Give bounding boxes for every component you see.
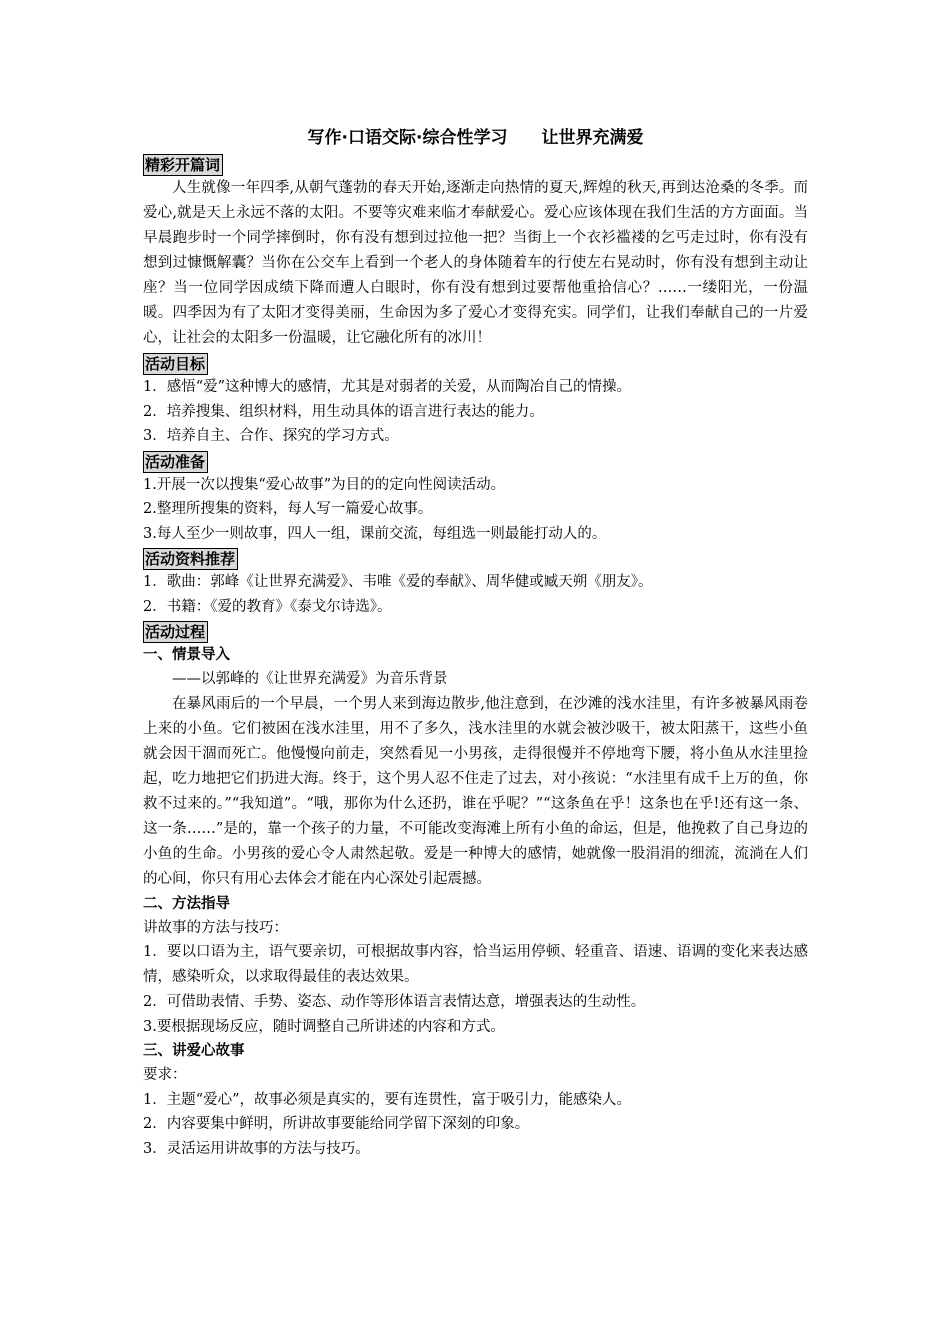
- requirement-item-3: 3．灵活运用讲故事的方法与技巧。: [143, 1140, 370, 1157]
- goal-item-2: 2．培养搜集、组织材料，用生动具体的语言进行表达的能力。: [143, 403, 544, 420]
- method-item-2: 2．可借助表情、手势、姿态、动作等形体语言表情达意，增强表达的生动性。: [143, 994, 646, 1010]
- process-part1-title: 一、情景导入: [143, 647, 230, 663]
- process-part3-intro: 要求：: [143, 1067, 187, 1083]
- requirement-item-1: 1．主题“爱心”，故事必须是真实的，要有连贯性，富于吸引力，能感染人。: [143, 1091, 632, 1108]
- process-part3-title: 三、讲爱心故事: [143, 1043, 245, 1059]
- heading-resources: 活动资料推荐: [143, 548, 238, 570]
- heading-process: 活动过程: [143, 621, 208, 643]
- process-part1-note: ——以郭峰的《让世界充满爱》为音乐背景: [172, 671, 448, 687]
- document-title: [143, 124, 808, 152]
- goal-item-3: 3．培养自主、合作、探究的学习方式。: [143, 428, 399, 444]
- opening-paragraph: 人生就像一年四季,从朝气蓬勃的春天开始,逐渐走向热情的夏天,辉煌的秋天,再到达沧桑的冬季。而爱心,就是天上永远不落的太阳。不要等灾难来临才奉献爱心。爱心应该体现在我们生活的方方面面。当早晨跑步时一个同学摔倒时，你有没有想到过拉他一把？当街上一个衣衫褴褛的乞丐走过时，你有没有想到过慷慨解囊？当你在公交车上看到一个老人的身体随着车的行使左右晃动时，你有没有想到主动让座？当一位同学因成绩下降而遭人白眼时，你有没有想到过要帮他重拾信心？……一缕阳光，一份温暖。四季因为有了太阳才变得美丽，生命因为多了爱心才变得充实。同学们，让我们奉献自己的一片爱心，让社会的太阳多一份温暖，让它融化所有的冰川！: [143, 180, 808, 346]
- heading-opening: 精彩开篇词: [143, 154, 223, 176]
- title-right: 让世界充满爱: [541, 128, 644, 148]
- title-left: 写作·口语交际·综合性学习: [307, 128, 508, 148]
- prep-item-1: 1.开展一次以搜集“爱心故事”为目的的定向性阅读活动。: [143, 476, 506, 493]
- method-item-1: 1．要以口语为主，语气要亲切，可根据故事内容，恰当运用停顿、轻重音、语速、语调的变化来表达感情，感染听众，以求取得最佳的表达效果。: [143, 944, 808, 985]
- resource-item-2: 2．书籍：《爱的教育》《泰戈尔诗选》。: [143, 598, 392, 615]
- prep-item-3: 3.每人至少一则故事，四人一组，课前交流，每组选一则最能打动人的。: [143, 525, 607, 542]
- prep-item-2: 2.整理所搜集的资料，每人写一篇爱心故事。: [143, 501, 433, 517]
- method-item-3: 3.要根据现场反应，随时调整自己所讲述的内容和方式。: [143, 1018, 505, 1035]
- process-part1-story: 在暴风雨后的一个早晨，一个男人来到海边散步,他注意到，在沙滩的浅水洼里，有许多被暴风雨卷上来的小鱼。它们被困在浅水洼里，用不了多久，浅水洼里的水就会被沙吸干，被太阳蒸干，这些小鱼就会因干涸而死亡。他慢慢向前走，突然看见一小男孩，走得很慢并不停地弯下腰，将小鱼从水洼里捡起，吃力地把它们扔进大海。终于，这个男人忍不住走了过去，对小孩说：“水洼里有成千上万的鱼，你救不过来的。”“我知道”。“哦，那你为什么还扔，谁在乎呢？”“这条鱼在乎！这条也在乎!还有这一条、这一条……”是的，靠一个孩子的力量，不可能改变海滩上所有小鱼的命运，但是，他挽救了自己身边的小鱼的生命。小男孩的爱心令人肃然起敬。爱是一种博大的感情，她就像一股涓涓的细流，流淌在人们的心间，你只有用心去体会才能在内心深处引起震撼。: [143, 695, 808, 887]
- document-page: [143, 124, 808, 1161]
- requirement-item-2: 2．内容要集中鲜明，所讲故事要能给同学留下深刻的印象。: [143, 1116, 530, 1132]
- heading-prep: 活动准备: [143, 451, 208, 473]
- heading-goals: 活动目标: [143, 353, 208, 375]
- process-part2-title: 二、方法指导: [143, 895, 230, 912]
- goal-item-1: 1．感悟“爱”这种博大的感情，尤其是对弱者的关爱，从而陶冶自己的情操。: [143, 379, 632, 395]
- resource-item-1: 1．歌曲：郭峰《让世界充满爱》、韦唯《爱的奉献》、周华健或臧天朔《朋友》。: [143, 574, 653, 590]
- process-part2-intro: 讲故事的方法与技巧：: [143, 919, 288, 936]
